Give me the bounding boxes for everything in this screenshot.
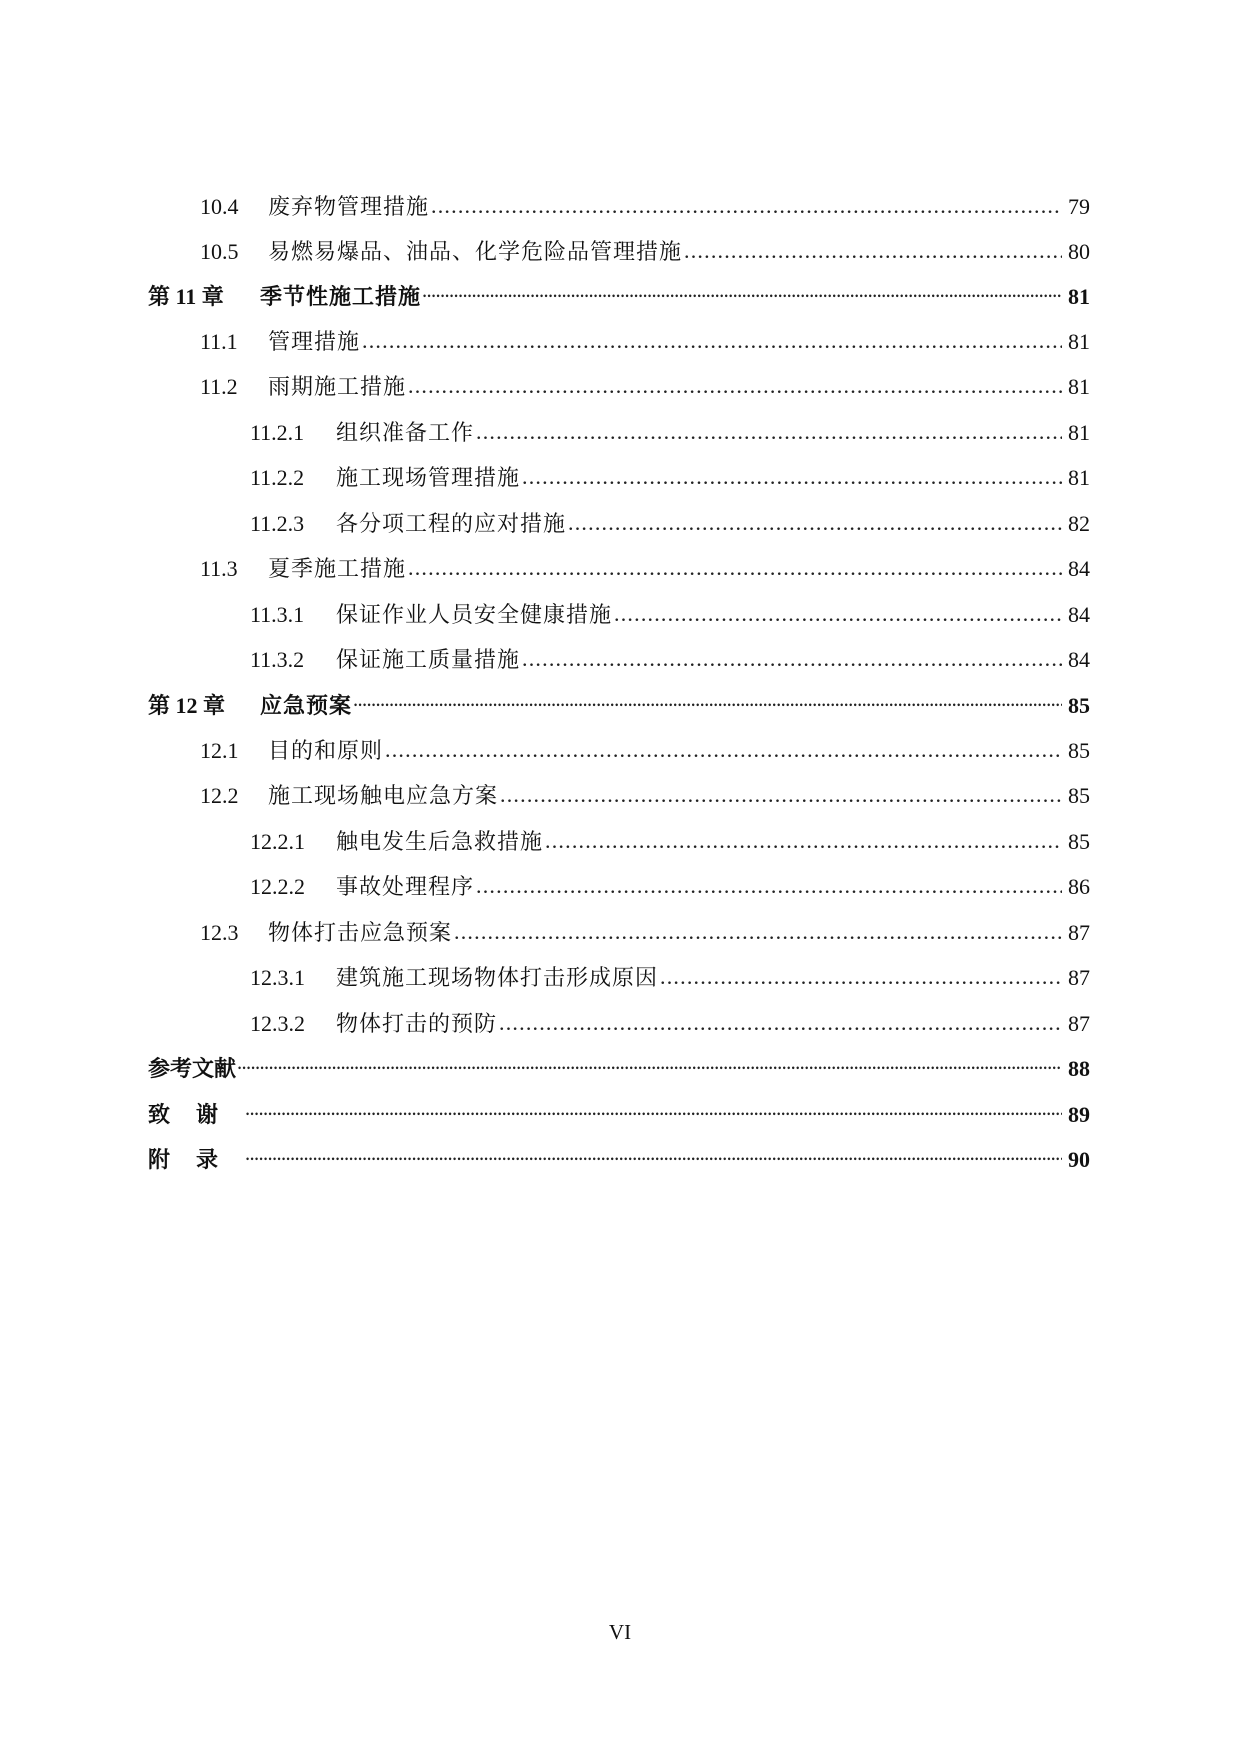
chapter-number: 第 12 章 — [148, 693, 226, 718]
dot-leader — [476, 872, 1062, 900]
toc-entry-12-2-2[interactable] — [148, 861, 1090, 901]
page-number: 87 — [1068, 965, 1090, 990]
page-footer-number: VI — [608, 1620, 632, 1644]
toc-entry-12-2-1[interactable] — [148, 816, 1090, 856]
section-number: 12.3 — [200, 920, 239, 945]
page-number: 85 — [1068, 783, 1090, 808]
section-title: 目的和原则 — [268, 738, 384, 763]
dot-leader — [499, 1009, 1062, 1037]
subsection-title: 触电发生后急救措施 — [336, 829, 544, 854]
page-number: 84 — [1068, 602, 1090, 627]
page-number: 85 — [1068, 693, 1090, 718]
page-number: 80 — [1068, 239, 1090, 264]
toc-entry-12-2[interactable] — [148, 770, 1090, 810]
appendix-title: 附录 — [148, 1147, 245, 1172]
chapter-title: 应急预案 — [260, 693, 353, 718]
section-number: 12.1 — [200, 738, 239, 763]
subsection-number: 12.3.2 — [250, 1011, 305, 1036]
section-title: 废弃物管理措施 — [268, 194, 430, 219]
toc-entry-10-5[interactable] — [148, 226, 1090, 266]
subsection-number: 11.2.3 — [250, 511, 305, 536]
subsection-title: 各分项工程的应对措施 — [336, 511, 567, 536]
section-title: 雨期施工措施 — [268, 374, 407, 399]
toc-entry-acknowledgements[interactable] — [148, 1089, 1090, 1129]
section-number: 10.5 — [200, 239, 239, 264]
page-number: 84 — [1068, 556, 1090, 581]
section-title: 施工现场触电应急方案 — [268, 783, 499, 808]
page-number: 88 — [1068, 1056, 1090, 1081]
page-number: 87 — [1068, 1011, 1090, 1036]
toc-entry-10-4[interactable] — [148, 181, 1090, 221]
page-number: 86 — [1068, 874, 1090, 899]
toc-entry-11-2[interactable] — [148, 361, 1090, 401]
section-title: 夏季施工措施 — [268, 556, 407, 581]
toc-entry-12-1[interactable] — [148, 725, 1090, 765]
subsection-number: 12.2.1 — [250, 829, 305, 854]
chapter-number: 第 11 章 — [148, 284, 224, 309]
toc-entry-11-2-2[interactable] — [148, 452, 1090, 492]
toc-entry-11-3-2[interactable] — [148, 634, 1090, 674]
acknowledgements-title: 致谢 — [148, 1102, 245, 1127]
subsection-title: 保证施工质量措施 — [336, 647, 521, 672]
section-number: 12.2 — [200, 783, 239, 808]
page-number: 85 — [1068, 829, 1090, 854]
dot-leader — [500, 781, 1062, 809]
dot-leader — [354, 687, 1062, 719]
subsection-number: 12.3.1 — [250, 965, 305, 990]
toc-entry-chapter-12[interactable] — [148, 680, 1090, 720]
page-number: 81 — [1068, 329, 1090, 354]
subsection-title: 保证作业人员安全健康措施 — [336, 602, 613, 627]
dot-leader — [545, 827, 1062, 855]
dot-leader — [246, 1141, 1062, 1173]
dot-leader — [362, 327, 1062, 355]
dot-leader — [684, 237, 1062, 265]
dot-leader — [423, 278, 1062, 310]
dot-leader — [408, 372, 1062, 400]
dot-leader — [238, 1050, 1062, 1082]
page-number: 85 — [1068, 738, 1090, 763]
toc-entry-appendix[interactable] — [148, 1134, 1090, 1174]
page-number: 81 — [1068, 284, 1090, 309]
section-number: 11.2 — [200, 374, 238, 399]
section-number: 10.4 — [200, 194, 239, 219]
subsection-number: 11.2.1 — [250, 420, 305, 445]
page-number: 79 — [1068, 194, 1090, 219]
toc-entry-chapter-11[interactable] — [148, 271, 1090, 311]
page-number: 89 — [1068, 1102, 1090, 1127]
toc-entry-12-3-2[interactable] — [148, 998, 1090, 1038]
chapter-title: 季节性施工措施 — [260, 284, 422, 309]
dot-leader — [522, 645, 1062, 673]
toc-entry-11-1[interactable] — [148, 316, 1090, 356]
section-number: 11.3 — [200, 556, 238, 581]
references-title: 参考文献 — [148, 1056, 237, 1081]
toc-entry-12-3[interactable] — [148, 907, 1090, 947]
dot-leader — [454, 918, 1062, 946]
dot-leader — [476, 418, 1062, 446]
page-number: 82 — [1068, 511, 1090, 536]
page-number: 81 — [1068, 374, 1090, 399]
subsection-number: 12.2.2 — [250, 874, 305, 899]
dot-leader — [614, 600, 1062, 628]
section-title: 管理措施 — [268, 329, 361, 354]
dot-leader — [431, 192, 1062, 220]
dot-leader — [408, 554, 1062, 582]
toc-entry-11-2-3[interactable] — [148, 498, 1090, 538]
page-number: 90 — [1068, 1147, 1090, 1172]
toc-entry-11-3[interactable] — [148, 543, 1090, 583]
page-number: 87 — [1068, 920, 1090, 945]
subsection-number: 11.3.2 — [250, 647, 305, 672]
toc-entry-11-3-1[interactable] — [148, 589, 1090, 629]
dot-leader — [246, 1096, 1062, 1128]
subsection-title: 建筑施工现场物体打击形成原因 — [336, 965, 659, 990]
subsection-title: 施工现场管理措施 — [336, 465, 521, 490]
toc-entry-12-3-1[interactable] — [148, 952, 1090, 992]
section-number: 11.1 — [200, 329, 238, 354]
dot-leader — [568, 509, 1062, 537]
section-title: 易燃易爆品、油品、化学危险品管理措施 — [268, 239, 683, 264]
subsection-number: 11.2.2 — [250, 465, 305, 490]
subsection-title: 组织准备工作 — [336, 420, 475, 445]
subsection-title: 事故处理程序 — [336, 874, 475, 899]
subsection-title: 物体打击的预防 — [336, 1011, 498, 1036]
page-number: 81 — [1068, 465, 1090, 490]
dot-leader — [660, 963, 1062, 991]
dot-leader — [522, 463, 1062, 491]
dot-leader — [385, 736, 1062, 764]
page-number: 84 — [1068, 647, 1090, 672]
section-title: 物体打击应急预案 — [268, 920, 453, 945]
subsection-number: 11.3.1 — [250, 602, 305, 627]
toc-entry-references[interactable] — [148, 1043, 1090, 1083]
toc-entry-11-2-1[interactable] — [148, 407, 1090, 447]
page-number: 81 — [1068, 420, 1090, 445]
